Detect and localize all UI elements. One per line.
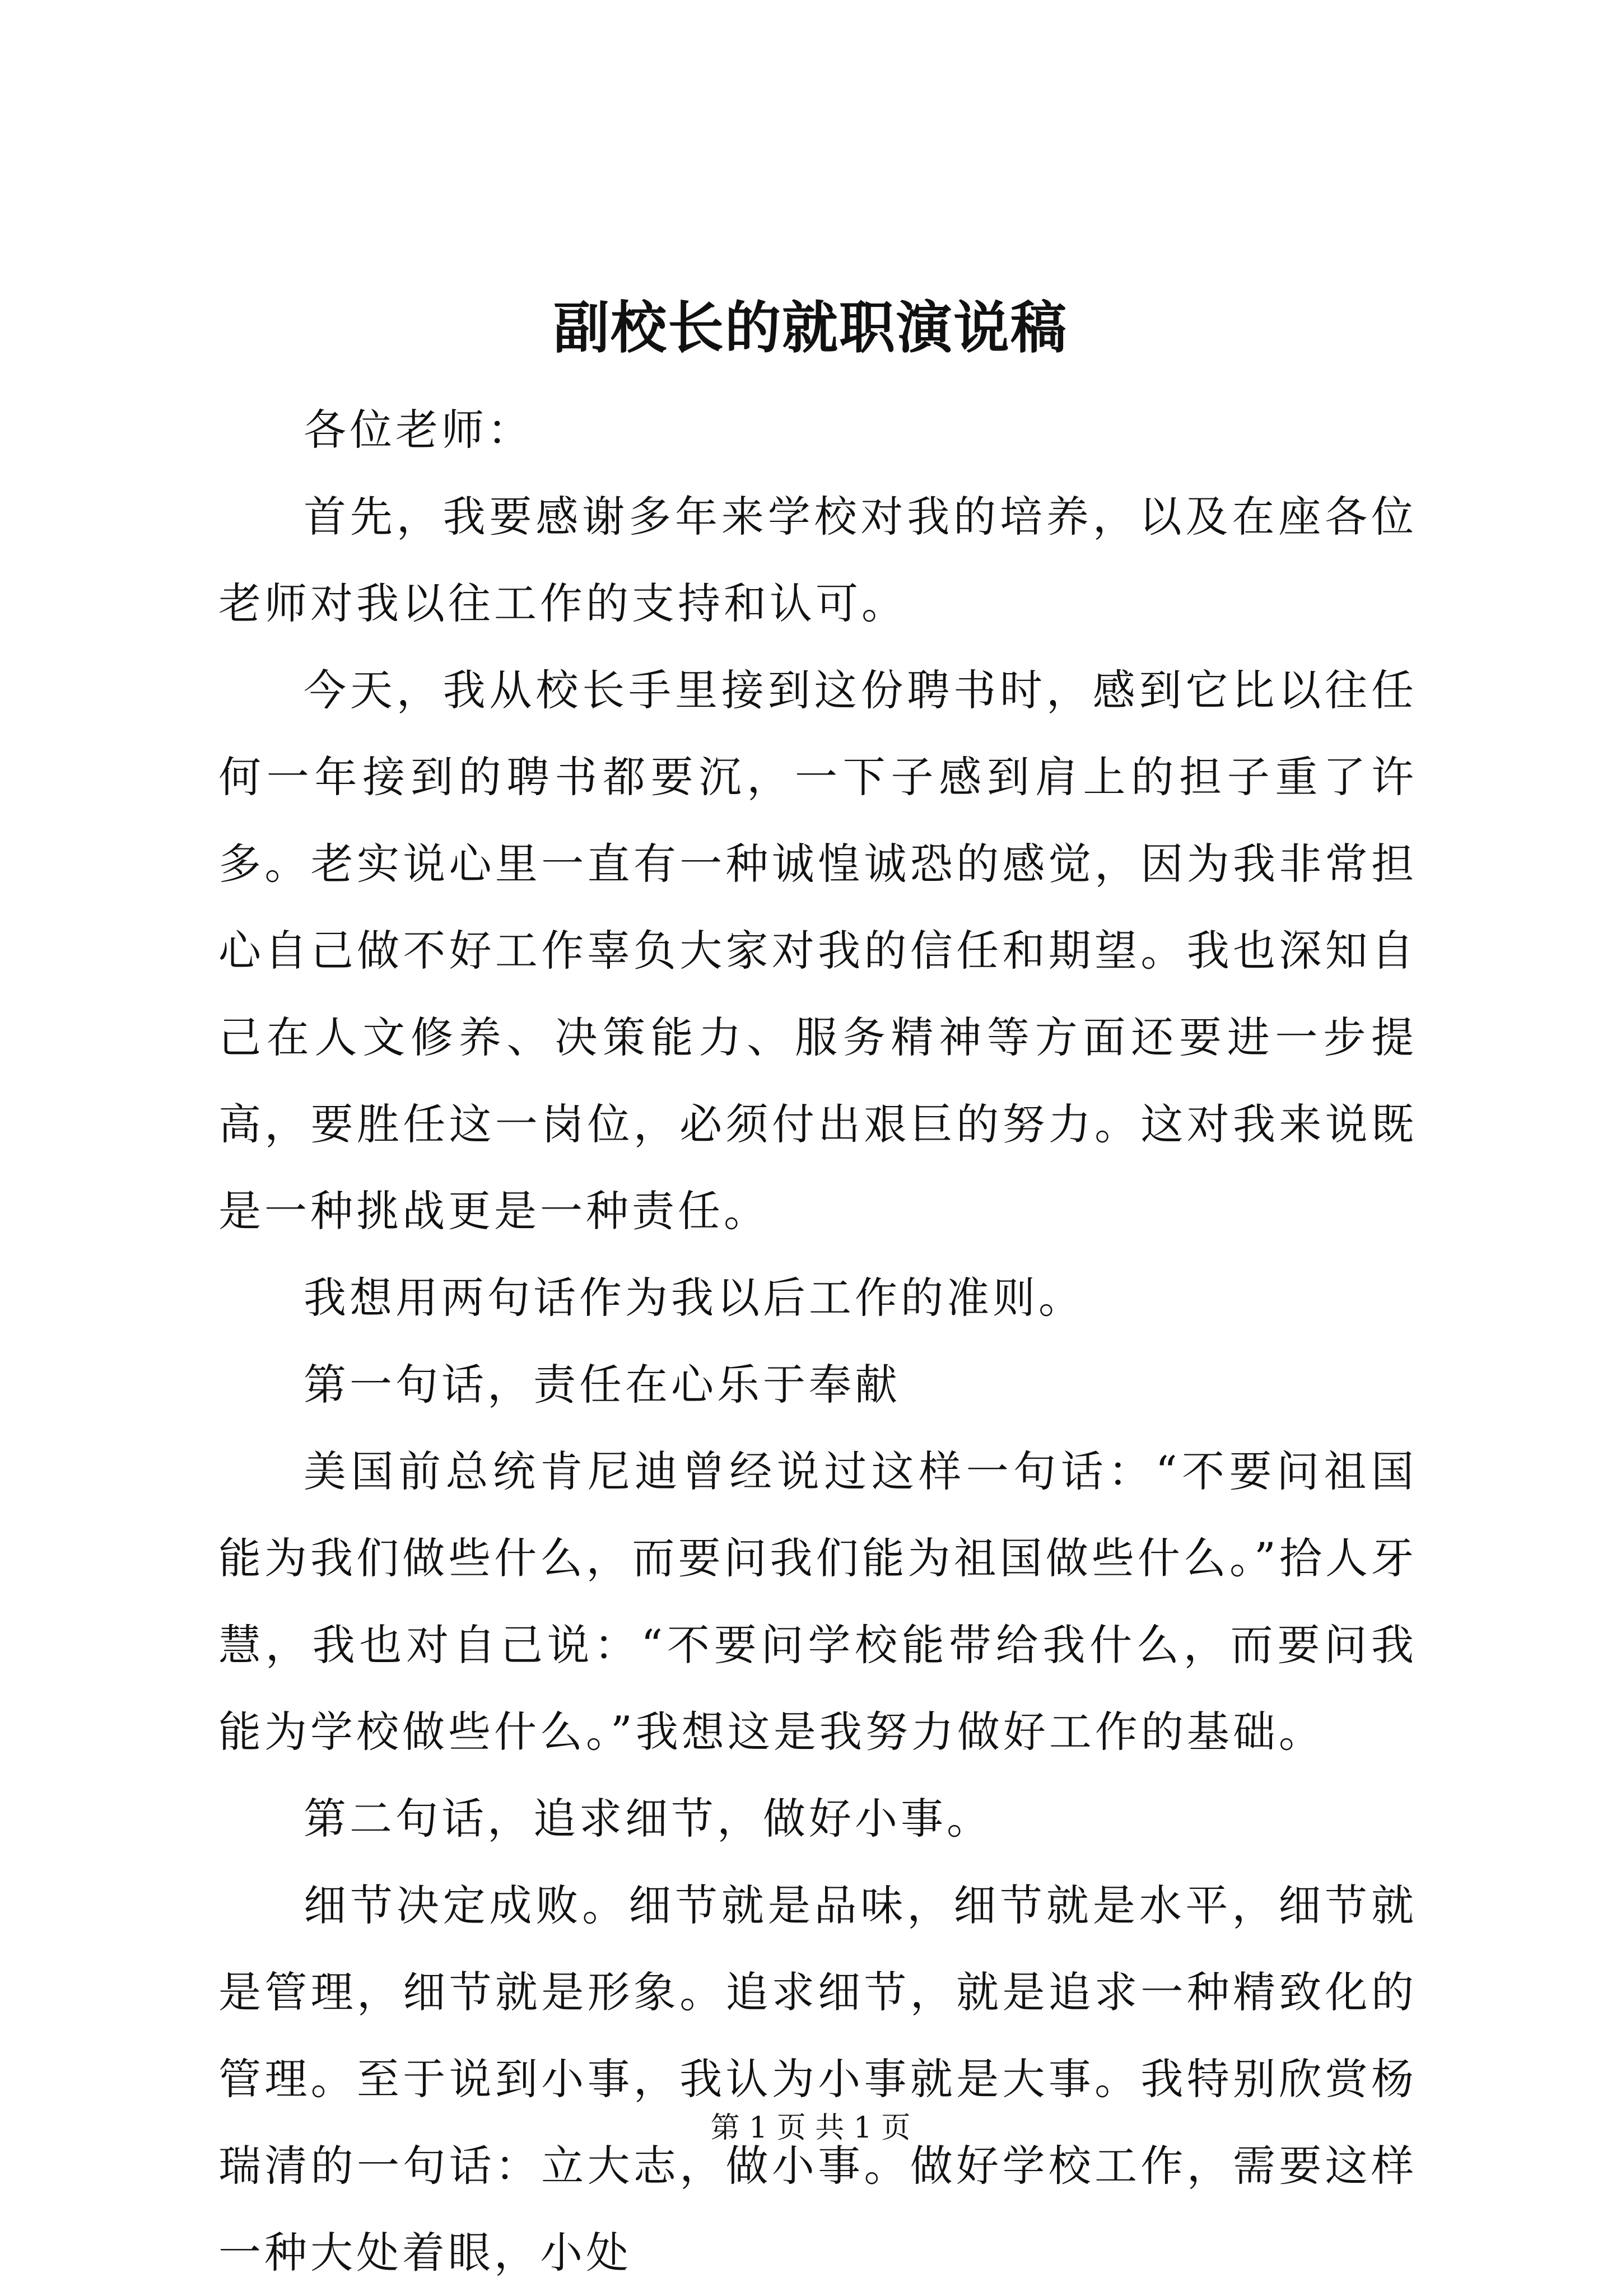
- paragraph-details: 细节决定成败。细节就是品味，细节就是水平，细节就是管理，细节就是形象。追求细节，就是追求一种精致化的管理。至于说到小事，我认为小事就是大事。我特别欣赏杨瑞清的一句话：立大志，做小事。做好学校工作，需要这样一种大处着眼，小处: [218, 1880, 1417, 2278]
- paragraph-second-principle: 第二句话，追求细节，做好小事。: [304, 1794, 993, 1844]
- paragraph-principles-intro: 我想用两句话作为我以后工作的准则。: [304, 1273, 1084, 1323]
- paragraph-appointment: 今天，我从校长手里接到这份聘书时，感到它比以往任何一年接到的聘书都要沉，一下子感到肩上的担子重了许多。老实说心里一直有一种诚惶诚恐的感觉，因为我非常担心自己做不好工作辜负大家对我的信任和期望。我也深知自己在人文修养、决策能力、服务精神等方面还要进一步提高，要胜任这一岗位，必须付出艰巨的努力。这对我来说既是一种挑战更是一种责任。: [218, 665, 1417, 1236]
- page-footer: 第 1 页 共 1 页: [710, 2111, 911, 2145]
- paragraph-kennedy-quote: 美国前总统肯尼迪曾经说过这样一句话：“不要问祖国能为我们做些什么，而要问我们能为祖国做些什么。”拾人牙慧，我也对自己说：“不要问学校能带给我什么，而要问我能为学校做些什么。”我想这是我努力做好工作的基础。: [218, 1446, 1417, 1757]
- paragraph-thanks: 首先，我要感谢多年来学校对我的培养，以及在座各位老师对我以往工作的支持和认可。: [218, 492, 1417, 628]
- document-body: [218, 386, 1417, 2296]
- document-title: 副校长的就职演说稿: [553, 295, 1068, 361]
- paragraph-greeting: 各位老师：: [304, 405, 533, 455]
- paragraph-first-principle: 第一句话，责任在心乐于奉献: [304, 1360, 901, 1410]
